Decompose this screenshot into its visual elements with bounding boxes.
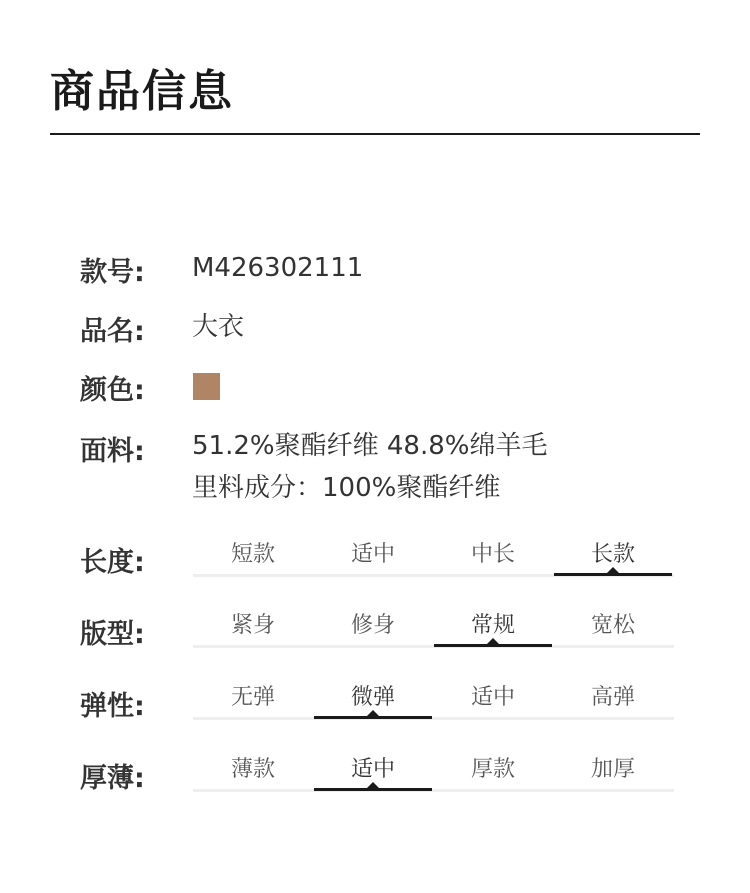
fit-option: 紧身	[230, 613, 275, 638]
elasticity-option: 适中	[470, 685, 515, 710]
thickness-selected-mark	[314, 788, 432, 791]
fabric-line-2: 里料成分：100%聚酯纤维	[192, 473, 501, 503]
length-option: 长款	[590, 542, 635, 567]
elasticity-selected-mark	[314, 716, 432, 719]
thickness-option: 适中	[350, 757, 395, 782]
length-option: 短款	[230, 542, 275, 567]
style-no-label: 款号:	[80, 257, 145, 288]
thickness-option: 加厚	[590, 757, 635, 782]
fit-option: 修身	[350, 613, 395, 638]
elasticity-option: 微弹	[350, 685, 395, 710]
color-swatch	[193, 373, 220, 400]
thickness-option: 厚款	[470, 757, 515, 782]
length-scale	[193, 537, 674, 577]
elasticity-option: 高弹	[590, 685, 635, 710]
color-label: 颜色:	[80, 375, 145, 406]
elasticity-selected-notch	[367, 710, 379, 716]
elasticity-scale	[193, 680, 674, 720]
length-selected-mark	[554, 573, 672, 576]
thickness-scale	[193, 752, 674, 792]
fit-label: 版型:	[80, 619, 145, 650]
length-label: 长度:	[80, 547, 145, 578]
fit-selected-notch	[487, 638, 499, 644]
style-no-value: M426302111	[192, 253, 364, 283]
fabric-label: 面料:	[80, 436, 145, 467]
fit-option: 宽松	[590, 613, 635, 638]
name-label: 品名:	[80, 316, 145, 347]
elasticity-track	[193, 717, 674, 720]
length-selected-notch	[607, 567, 619, 573]
fit-scale	[193, 608, 674, 648]
elasticity-label: 弹性:	[80, 691, 145, 722]
thickness-track	[193, 789, 674, 792]
thickness-option: 薄款	[230, 757, 275, 782]
page-title: 商品信息	[50, 66, 234, 117]
name-value: 大衣	[192, 312, 245, 342]
length-option: 适中	[350, 542, 395, 567]
elasticity-option: 无弹	[230, 685, 275, 710]
thickness-selected-notch	[367, 782, 379, 788]
title-divider	[50, 133, 700, 135]
fabric-line-1: 51.2%聚酯纤维 48.8%绵羊毛	[192, 431, 548, 461]
fit-selected-mark	[434, 644, 552, 647]
thickness-label: 厚薄:	[80, 763, 145, 794]
fit-option: 常规	[470, 613, 515, 638]
length-option: 中长	[470, 542, 515, 567]
